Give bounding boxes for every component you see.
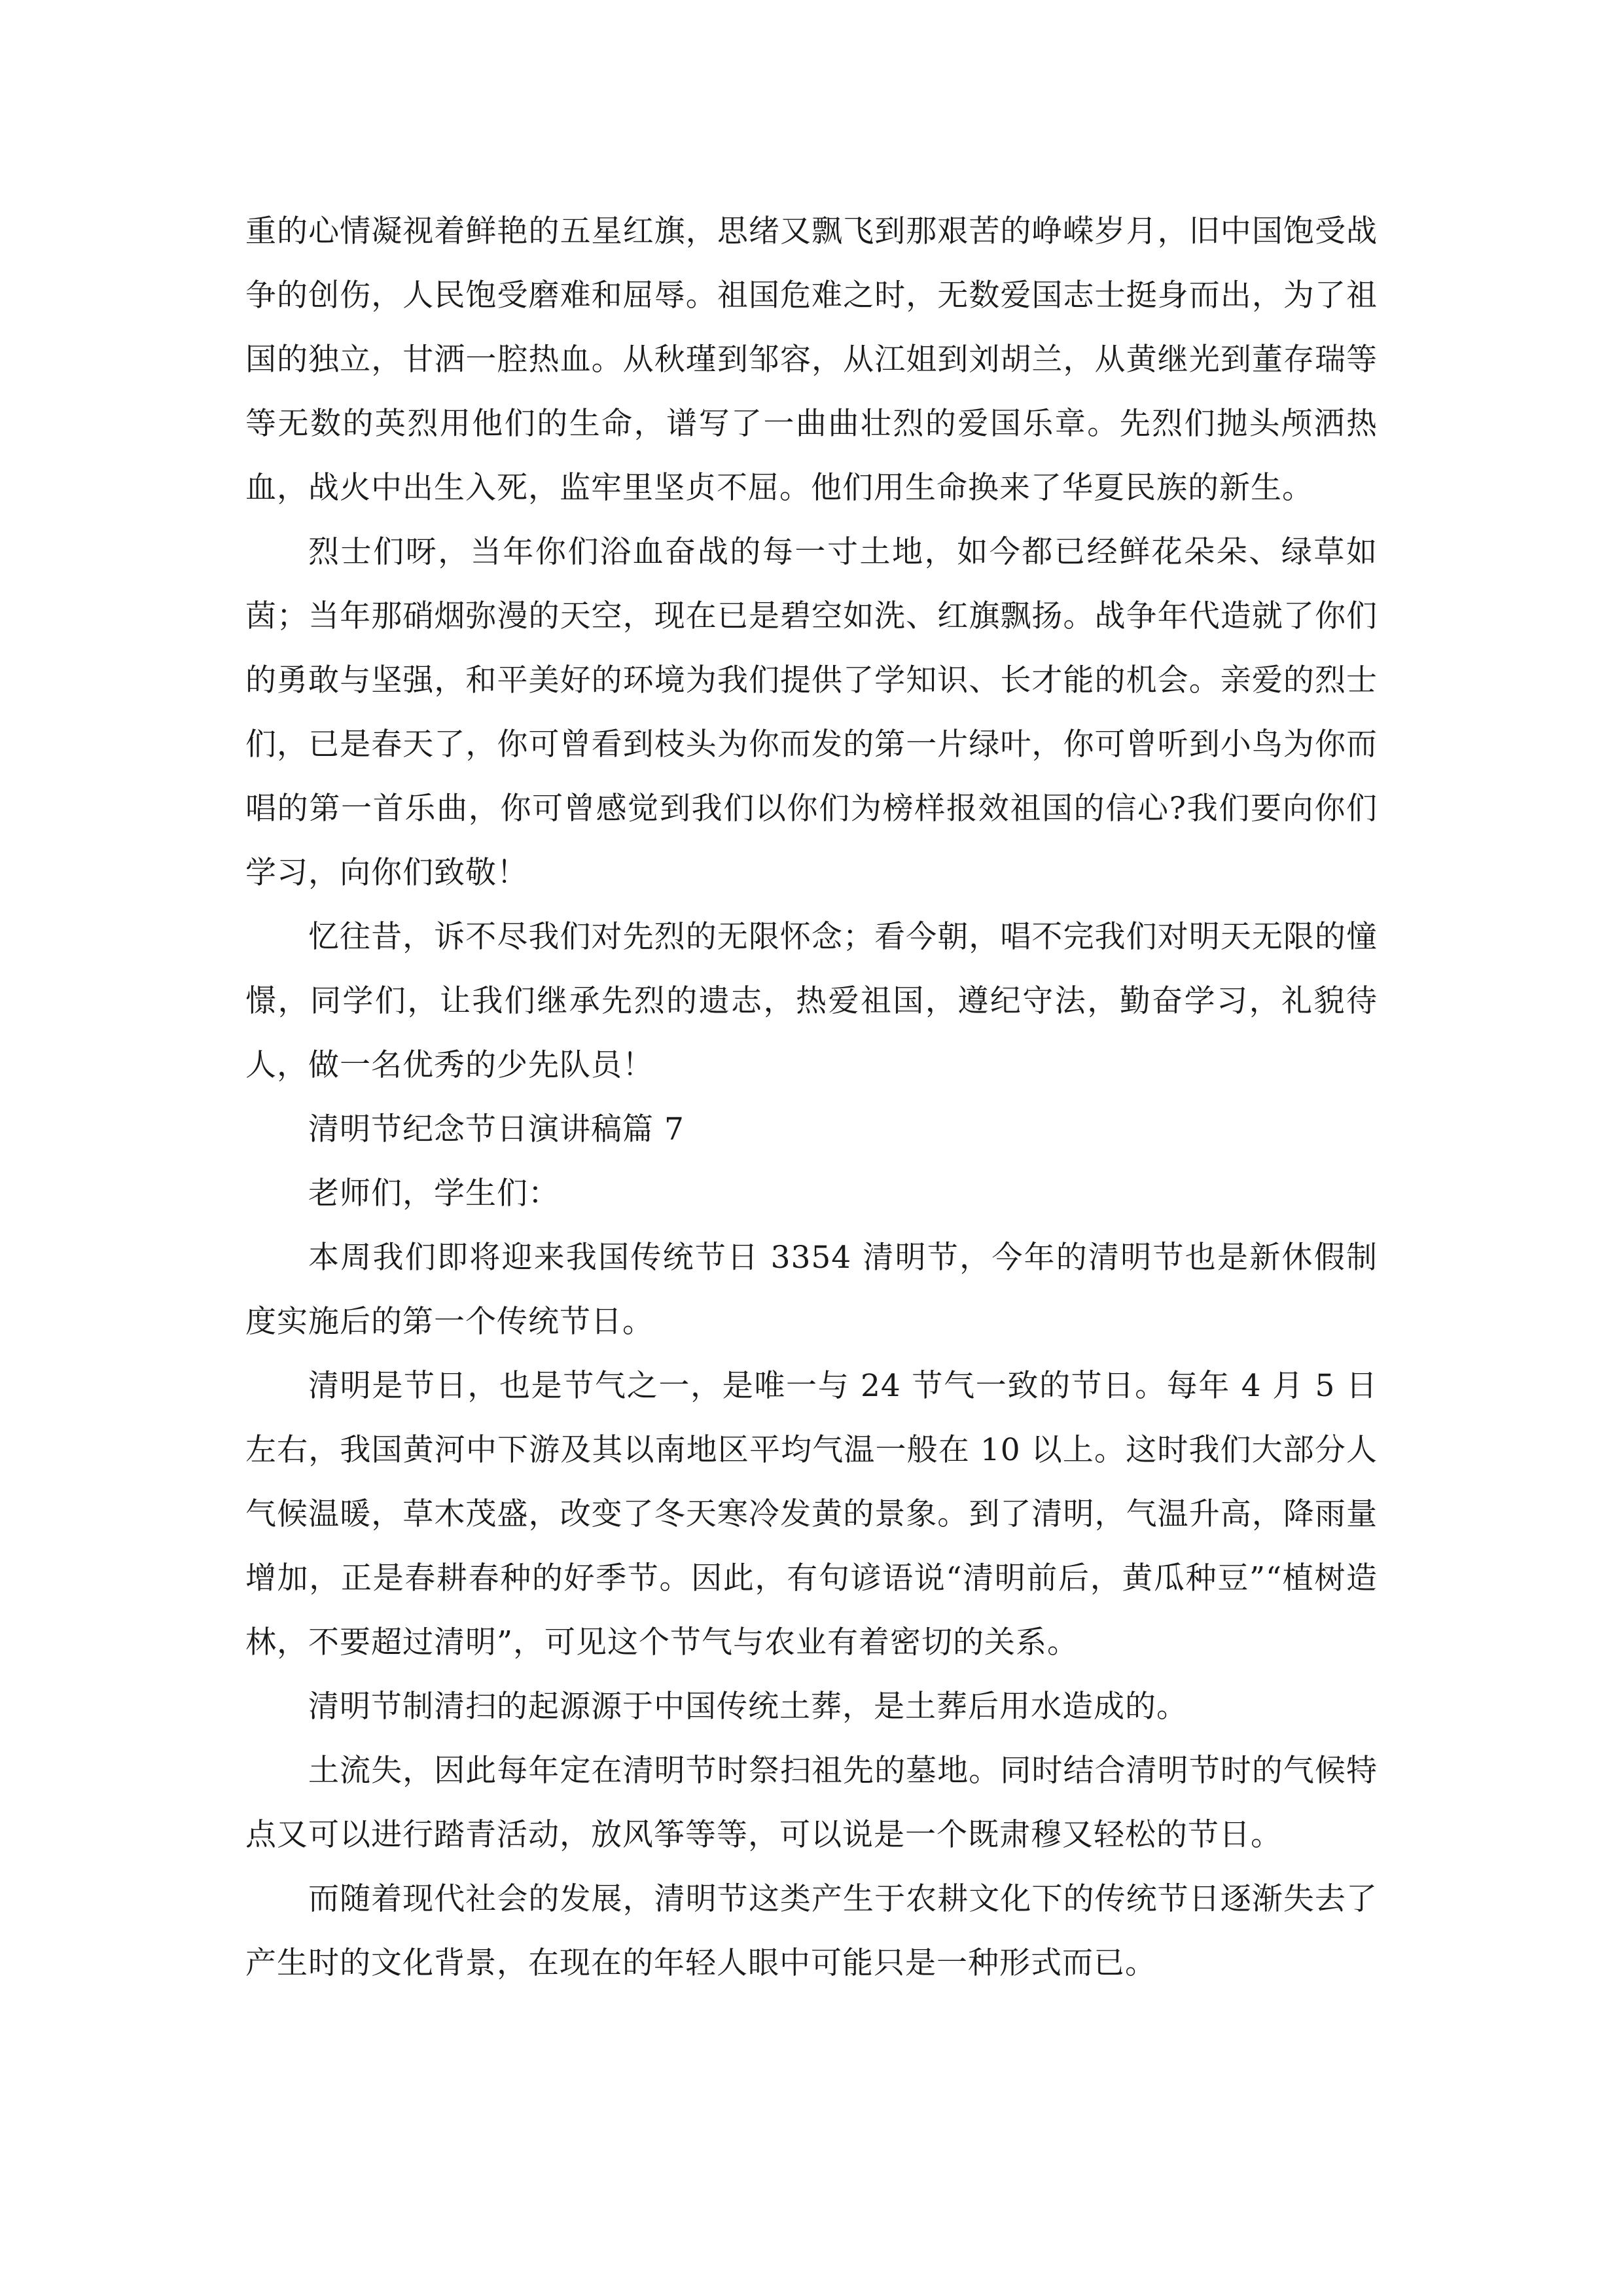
paragraph-4: 本周我们即将迎来我国传统节日 3354 清明节，今年的清明节也是新休假制度实施后的第一个传统节日。 <box>245 1240 1378 1340</box>
paragraph-2: 烈士们呀，当年你们浴血奋战的每一寸土地，如今都已经鲜花朵朵、绿草如茵；当年那硝烟弥漫的天空，现在已是碧空如洗、红旗飘扬。战争年代造就了你们的勇敢与坚强，和平美好的环境为我们提供了学知识、长才能的机会。亲爱的烈士们，已是春天了，你可曾看到枝头为你而发的第一片绿叶，你可曾听到小鸟为你而唱的第一首乐曲，你可曾感觉到我们以你们为榜样报效祖国的信心?我们要向你们学习，向你们致敬！ <box>245 534 1378 891</box>
paragraph-6: 清明节制清扫的起源源于中国传统土葬，是土葬后用水造成的。 <box>308 1689 1188 1725</box>
paragraph-1: 重的心情凝视着鲜艳的五星红旗，思绪又飘飞到那艰苦的峥嵘岁月，旧中国饱受战争的创伤，人民饱受磨难和屈辱。祖国危难之时，无数爱国志士挺身而出，为了祖国的独立，甘洒一腔热血。从秋瑾到邹容，从江姐到刘胡兰，从黄继光到董存瑞等等无数的英烈用他们的生命，谱写了一曲曲壮烈的爱国乐章。先烈们抛头颅洒热血，战火中出生入死，监牢里坚贞不屈。他们用生命换来了华夏民族的新生。 <box>245 213 1378 506</box>
paragraph-3: 忆往昔，诉不尽我们对先烈的无限怀念；看今朝，唱不完我们对明天无限的憧憬，同学们，让我们继承先烈的遗志，热爱祖国，遵纪守法，勤奋学习，礼貌待人，做一名优秀的少先队员！ <box>245 919 1378 1083</box>
salutation: 老师们，学生们： <box>308 1175 560 1211</box>
paragraph-5: 清明是节日，也是节气之一，是唯一与 24 节气一致的节日。每年 4 月 5 日左右，我国黄河中下游及其以南地区平均气温一般在 10 以上。这时我们大部分人气候温暖，草木茂盛，改变了冬天寒冷发黄的景象。到了清明，气温升高，降雨量增加，正是春耕春种的好季节。因此，有句谚语说“清明前后，黄瓜种豆”“植树造林，不要超过清明”，可见这个节气与农业有着密切的关系。 <box>245 1368 1378 1660</box>
document-body <box>245 200 1378 1996</box>
section-heading: 清明节纪念节日演讲稿篇 7 <box>308 1111 685 1147</box>
paragraph-8: 而随着现代社会的发展，清明节这类产生于农耕文化下的传统节日逐渐失去了产生时的文化背景，在现在的年轻人眼中可能只是一种形式而已。 <box>245 1881 1378 1981</box>
paragraph-7: 土流失，因此每年定在清明节时祭扫祖先的墓地。同时结合清明节时的气候特点又可以进行踏青活动，放风筝等等，可以说是一个既肃穆又轻松的节日。 <box>245 1753 1378 1853</box>
